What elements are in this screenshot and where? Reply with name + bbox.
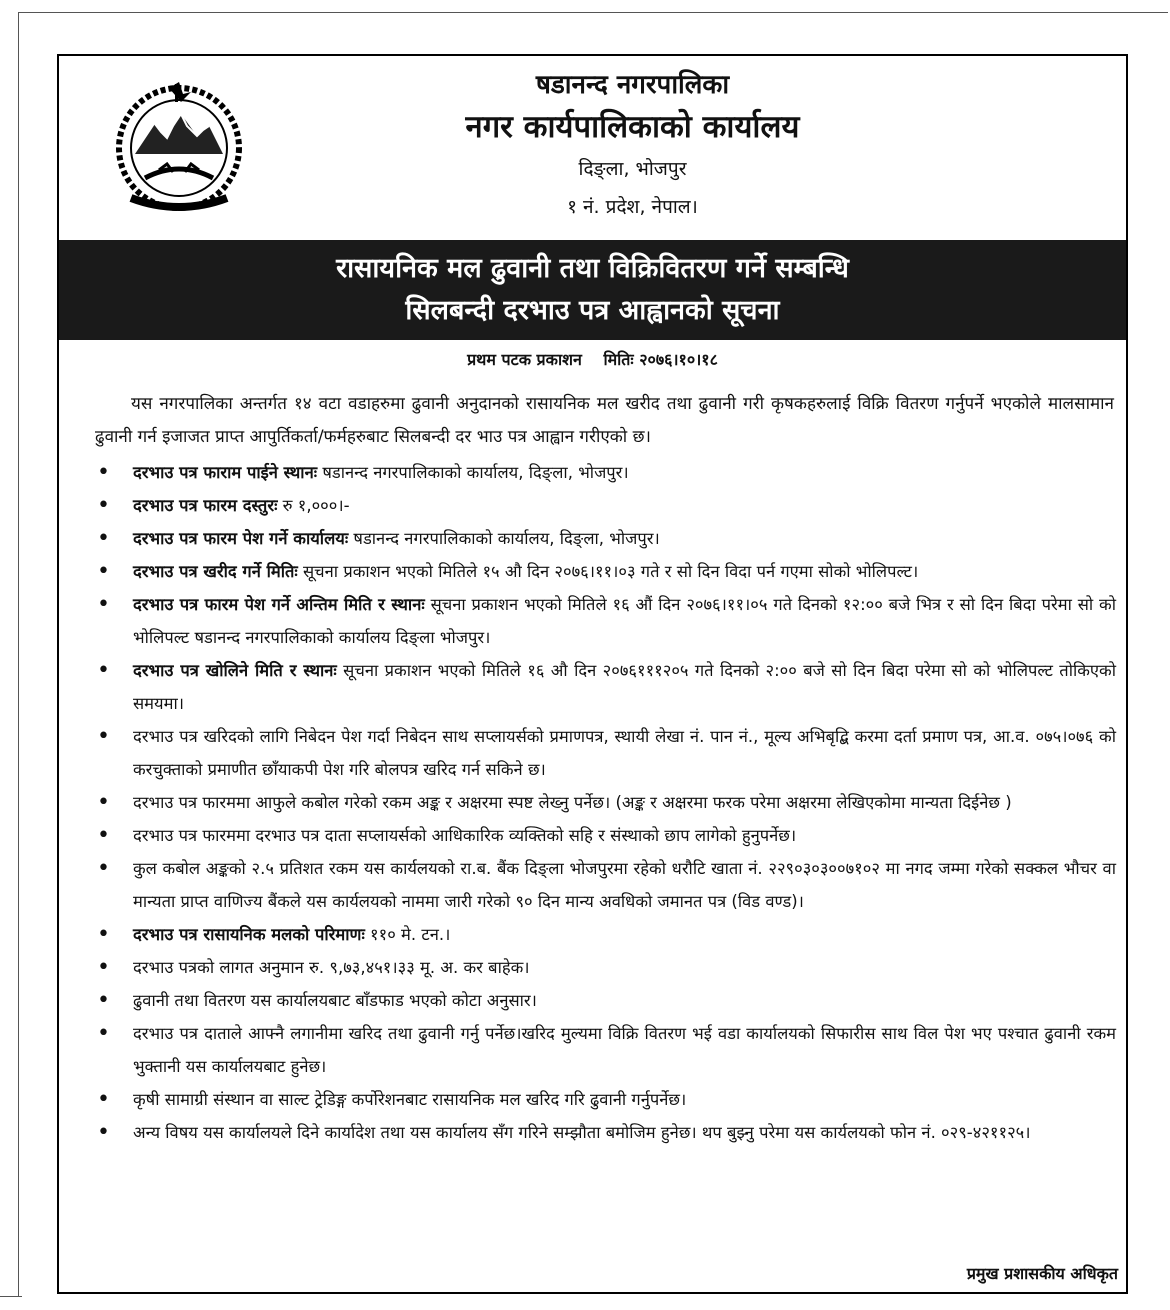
- list-item: • दरभाउ पत्रको लागत अनुमान रु. ९,७३,४५१।३३ मू. अ. कर बाहेक।: [95, 951, 1116, 984]
- notice-document: [57, 54, 1128, 1294]
- list-item: • ढुवानी तथा वितरण यस कार्यालयबाट बाँडफाड भएको कोटा अनुसार।: [95, 984, 1116, 1017]
- list-item: • कृषी सामाग्री संस्थान वा साल्ट ट्रेडिङ्ग कर्पोरेशनबाट रासायनिक मल खरिद गरि ढुवानी गर्नुपर्नेछ।: [95, 1083, 1116, 1116]
- list-item: • दरभाउ पत्र रासायनिक मलको परिमाणः ११० मे. टन.।: [95, 918, 1116, 951]
- office-name: नगर कार्यपालिकाको कार्यालय: [465, 109, 800, 145]
- intro-paragraph: यस नगरपालिका अन्तर्गत १४ वटा वडाहरुमा ढुवानी अनुदानको रासायनिक मल खरीद तथा ढुवानी गरी कृषकहरुलाई विक्रि वितरण गर्नुपर्ने भएकोले मालसामान ढुवानी गर्न इजाजत प्राप्त आपुर्तिकर्ता/फर्महरुबाट सिलबन्दी दर भाउ पत्र आह्वान गरीएको छ।: [95, 394, 1114, 447]
- publication-label: प्रथम पटक प्रकाशन: [467, 350, 582, 369]
- list-item: • अन्य विषय यस कार्यालयले दिने कार्यादेश तथा यस कार्यालय सँग गरिने सम्झौता बमोजिम हुनेछ। थप बुझ्नु परेमा यस कार्यलयको फोन नं. ०२९-४२११२५।: [95, 1116, 1116, 1149]
- list-item: • दरभाउ पत्र फारम पेश गर्ने कार्यालयः षडानन्द नगरपालिकाको कार्यालय, दिङ्ला, भोजपुर।: [95, 522, 1116, 555]
- municipality-name: षडानन्द नगरपालिका: [535, 70, 730, 100]
- office-header: [259, 66, 1066, 226]
- list-item: • दरभाउ पत्र फारम दस्तुरः रु १,०००।-: [95, 489, 1116, 522]
- scan-edge-bottom: [0, 1296, 22, 1297]
- district-location: दिङ्ला, भोजपुर: [578, 158, 687, 180]
- list-item: • दरभाउ पत्र खरिदको लागि निबेदन पेश गर्दा निबेदन साथ सप्लायर्सको प्रमाणपत्र, स्थायी लेखा नं. पान नं., मूल्य अभिबृद्बि करमा दर्ता प्रमाण पत्र, आ.व. ०७५।०७६ को करचुक्ताको प्रमाणीत छाँयाकपी पेश गरि बोलपत्र खरिद गर्न सकिने छ।: [95, 720, 1116, 786]
- scan-edge-left: [18, 12, 19, 1297]
- list-item: • दरभाउ पत्र फारम पेश गर्ने अन्तिम मिति र स्थानः सूचना प्रकाशन भएको मितिले १६ औं दिन २०७६।११।०५ गते दिनको १२:०० बजे भित्र र सो दिन बिदा परेमा सो को भोलिपल्ट षडानन्द नगरपालिकाको कार्यालय दिङ्ला भोजपुर।: [95, 588, 1116, 654]
- list-item: • दरभाउ पत्र खरीद गर्ने मितिः सूचना प्रकाशन भएको मितिले १५ औ दिन २०७६।११।०३ गते र सो दिन विदा पर्न गएमा सोको भोलिपल्ट।: [95, 555, 1116, 588]
- notice-title-line-1: रासायनिक मल ढुवानी तथा विक्रिवितरण गर्ने सम्बन्धि: [336, 253, 849, 284]
- list-item: • दरभाउ पत्र दाताले आफ्नै लगानीमा खरिद तथा ढुवानी गर्नु पर्नेछ।खरिद मुल्यमा विक्रि वितरण भई वडा कार्यालयको सिफारीस साथ विल पेश भए पश्चात ढुवानी रकम भुक्तानी यस कार्यालयबाट हुनेछ।: [95, 1017, 1116, 1083]
- signatory-title: प्रमुख प्रशासकीय अधिकृत: [966, 1264, 1118, 1283]
- province-location: १ नं. प्रदेश, नेपाल।: [567, 196, 698, 218]
- conditions-list: [95, 456, 1116, 1149]
- scan-edge-top: [18, 12, 1168, 13]
- publication-line: [59, 348, 1126, 370]
- list-item: • दरभाउ पत्र फाराम पाईने स्थानः षडानन्द नगरपालिकाको कार्यालय, दिङ्ला, भोजपुर।: [95, 456, 1116, 489]
- list-item: • दरभाउ पत्र फारममा दरभाउ पत्र दाता सप्लायर्सको आधिकारिक व्यक्तिको सहि र संस्थाको छाप लागेको हुनुपर्नेछ।: [95, 819, 1116, 852]
- publication-date: मितिः २०७६।१०।१८: [603, 350, 718, 369]
- notice-title-bar: [59, 240, 1126, 340]
- list-item: • दरभाउ पत्र फारममा आफुले कबोल गरेको रकम अङ्क र अक्षरमा स्पष्ट लेख्नु पर्नेछ। (अङ्क र अक्षरमा फरक परेमा अक्षरमा लेखिएकोमा मान्यता दिईनेछ ): [95, 786, 1116, 819]
- list-item: • दरभाउ पत्र खोलिने मिति र स्थानः सूचना प्रकाशन भएको मितिले १६ औ दिन २०७६१११२०५ गते दिनको २:०० बजे सो दिन बिदा परेमा सो को भोलिपल्ट तोकिएको समयमा।: [95, 654, 1116, 720]
- notice-title-line-2: सिलबन्दी दरभाउ पत्र आह्वानको सूचना: [405, 295, 780, 326]
- list-item: • कुल कबोल अङ्कको २.५ प्रतिशत रकम यस कार्यलयको रा.ब. बैंक दिङ्ला भोजपुरमा रहेको धरौटि खाता नं. २२९०३०३००७१०२ मा नगद जम्मा गरेको सक्कल भौचर वा मान्यता प्राप्त वाणिज्य बैंकले यस कार्यलयको नाममा जारी गरेको ९० दिन मान्य अवधिको जमानत पत्र (विड वण्ड)।: [95, 852, 1116, 918]
